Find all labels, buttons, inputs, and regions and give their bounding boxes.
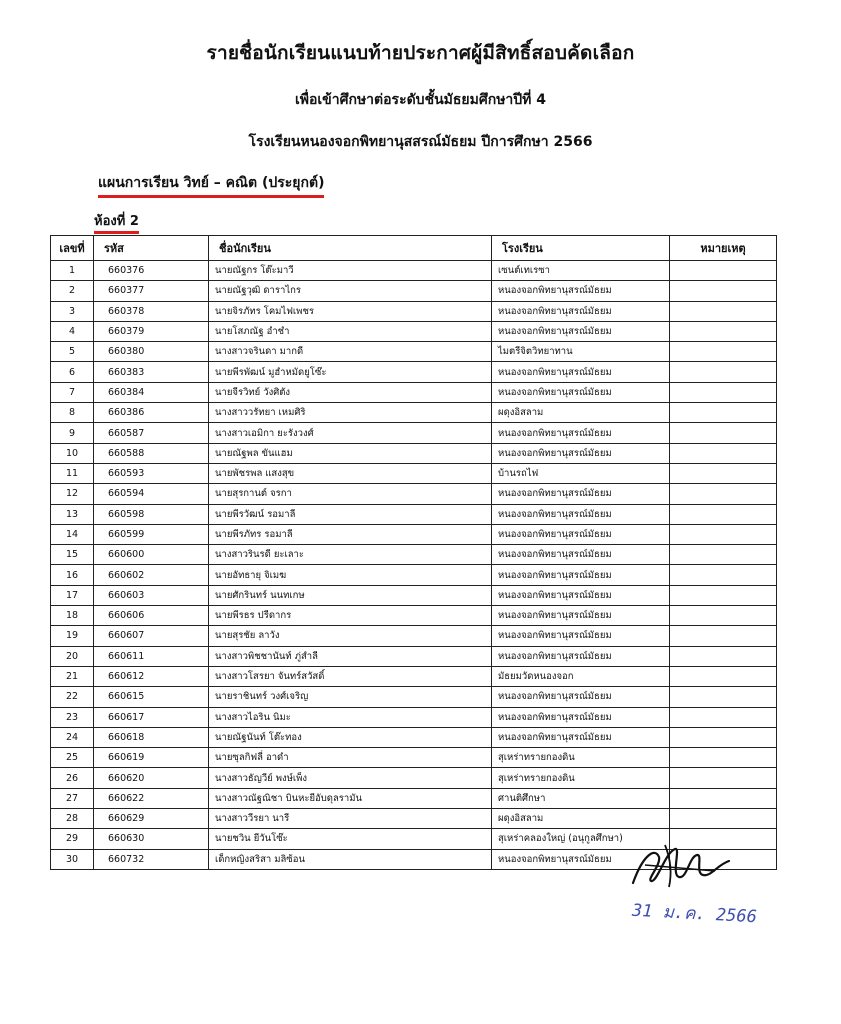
cell-student-id: 660378 [94, 301, 209, 321]
cell-school: บ้านรถไฟ [492, 463, 670, 483]
table-row [51, 524, 777, 544]
cell-student-name: นางสาวไอริน นิมะ [209, 707, 492, 727]
cell-student-name: นางสาวธัญวีย์ พงษ์เพ็ง [209, 768, 492, 788]
cell-student-name: นายพัชรพล แสงสุข [209, 463, 492, 483]
cell-remark [670, 768, 777, 788]
cell-remark [670, 687, 777, 707]
table-row [51, 342, 777, 362]
col-header-remark: หมายเหตุ [670, 236, 777, 261]
cell-number: 20 [51, 646, 94, 666]
cell-number: 14 [51, 524, 94, 544]
table-row [51, 809, 777, 829]
cell-student-id: 660607 [94, 626, 209, 646]
cell-school: หนองจอกพิทยานุสรณ์มัธยม [492, 504, 670, 524]
cell-school: หนองจอกพิทยานุสรณ์มัธยม [492, 707, 670, 727]
cell-school: หนองจอกพิทยานุสรณ์มัธยม [492, 362, 670, 382]
cell-remark [670, 809, 777, 829]
cell-student-id: 660599 [94, 524, 209, 544]
signature-mark [625, 835, 735, 895]
cell-student-id: 660615 [94, 687, 209, 707]
cell-remark [670, 484, 777, 504]
room-heading: ห้องที่ 2 [94, 210, 139, 234]
cell-number: 27 [51, 788, 94, 808]
cell-remark [670, 423, 777, 443]
table-row [51, 788, 777, 808]
cell-student-name: นายณัฐวุฒิ ดาราไกร [209, 281, 492, 301]
cell-student-name: นายชวิน ยีวันโซ๊ะ [209, 829, 492, 849]
cell-student-name: นายพีรธร ปรีดากร [209, 606, 492, 626]
cell-school: หนองจอกพิทยานุสรณ์มัธยม [492, 565, 670, 585]
cell-student-id: 660617 [94, 707, 209, 727]
study-plan-heading: แผนการเรียน วิทย์ – คณิต (ประยุกต์) [98, 172, 324, 198]
cell-student-id: 660587 [94, 423, 209, 443]
cell-student-id: 660619 [94, 748, 209, 768]
cell-student-name: นางสาวโสรยา จันทร์สวัสดิ์ [209, 666, 492, 686]
table-row [51, 484, 777, 504]
col-header-name: ชื่อนักเรียน [209, 236, 492, 261]
table-row [51, 362, 777, 382]
table-row [51, 565, 777, 585]
cell-student-id: 660379 [94, 321, 209, 341]
cell-number: 13 [51, 504, 94, 524]
cell-school: ศานติศึกษา [492, 788, 670, 808]
cell-student-name: นายสุรชัย ลาวัง [209, 626, 492, 646]
cell-student-id: 660629 [94, 809, 209, 829]
cell-student-name: นายณัฐนันท์ โต๊ะทอง [209, 727, 492, 747]
cell-student-name: เด็กหญิงสริสา มลิซ้อน [209, 849, 492, 869]
cell-remark [670, 321, 777, 341]
cell-number: 17 [51, 585, 94, 605]
cell-number: 26 [51, 768, 94, 788]
cell-remark [670, 382, 777, 402]
cell-number: 2 [51, 281, 94, 301]
cell-number: 7 [51, 382, 94, 402]
cell-remark [670, 748, 777, 768]
cell-school: มัธยมวัดหนองจอก [492, 666, 670, 686]
cell-number: 8 [51, 403, 94, 423]
cell-student-id: 660377 [94, 281, 209, 301]
cell-student-name: นายณัฐพล ขันแฮม [209, 443, 492, 463]
cell-remark [670, 585, 777, 605]
cell-student-id: 660598 [94, 504, 209, 524]
table-row [51, 261, 777, 281]
cell-number: 15 [51, 545, 94, 565]
table-row [51, 748, 777, 768]
cell-remark [670, 281, 777, 301]
cell-number: 18 [51, 606, 94, 626]
table-row [51, 687, 777, 707]
date-stamp: 31 ม.ค. 2566 [631, 900, 758, 928]
cell-remark [670, 707, 777, 727]
table-row [51, 606, 777, 626]
cell-student-name: นายพีรวัฒน์ รอมาลี [209, 504, 492, 524]
cell-number: 10 [51, 443, 94, 463]
cell-student-id: 660593 [94, 463, 209, 483]
table-header-row [51, 236, 777, 261]
table-row [51, 403, 777, 423]
student-table [50, 235, 777, 870]
cell-remark [670, 403, 777, 423]
table-row [51, 382, 777, 402]
cell-number: 4 [51, 321, 94, 341]
table-row [51, 646, 777, 666]
table-row [51, 301, 777, 321]
table-row [51, 585, 777, 605]
cell-student-id: 660622 [94, 788, 209, 808]
cell-remark [670, 727, 777, 747]
cell-number: 22 [51, 687, 94, 707]
cell-student-id: 660606 [94, 606, 209, 626]
document-subtitle: เพื่อเข้าศึกษาต่อระดับชั้นมัธยมศึกษาปีที่ 4 [294, 92, 547, 108]
cell-school: หนองจอกพิทยานุสรณ์มัธยม [492, 585, 670, 605]
cell-student-name: นายพีรพัฒน์ มูฮำหมัดยูโซ๊ะ [209, 362, 492, 382]
table-row [51, 768, 777, 788]
cell-remark [670, 301, 777, 321]
school-year-line: โรงเรียนหนองจอกพิทยานุสสรณ์มัธยม ปีการศึกษา 2566 [248, 134, 593, 150]
cell-remark [670, 626, 777, 646]
cell-student-id: 660600 [94, 545, 209, 565]
cell-remark [670, 666, 777, 686]
cell-student-name: นายราชินทร์ วงศ์เจริญ [209, 687, 492, 707]
cell-number: 25 [51, 748, 94, 768]
cell-student-id: 660611 [94, 646, 209, 666]
table-row [51, 727, 777, 747]
table-row [51, 707, 777, 727]
cell-student-id: 660380 [94, 342, 209, 362]
cell-remark [670, 463, 777, 483]
cell-student-name: นายซุลกิฟลี่ อาดำ [209, 748, 492, 768]
cell-number: 6 [51, 362, 94, 382]
cell-school: สุเหร่าทรายกองดิน [492, 768, 670, 788]
cell-student-name: นางสาวพิชชานันท์ ภู่สำลี [209, 646, 492, 666]
cell-school: หนองจอกพิทยานุสรณ์มัธยม [492, 301, 670, 321]
col-header-number: เลขที่ [51, 236, 94, 261]
cell-school: หนองจอกพิทยานุสรณ์มัธยม [492, 382, 670, 402]
cell-school: หนองจอกพิทยานุสรณ์มัธยม [492, 423, 670, 443]
table-row [51, 321, 777, 341]
cell-number: 11 [51, 463, 94, 483]
cell-student-id: 660732 [94, 849, 209, 869]
cell-school: หนองจอกพิทยานุสรณ์มัธยม [492, 626, 670, 646]
cell-school: หนองจอกพิทยานุสรณ์มัธยม [492, 727, 670, 747]
cell-number: 9 [51, 423, 94, 443]
cell-remark [670, 362, 777, 382]
table-row [51, 666, 777, 686]
cell-number: 5 [51, 342, 94, 362]
cell-remark [670, 646, 777, 666]
cell-school: หนองจอกพิทยานุสรณ์มัธยม [492, 545, 670, 565]
cell-student-name: นางสาวเอมิกา ยะรังวงศ์ [209, 423, 492, 443]
table-row [51, 504, 777, 524]
cell-student-id: 660612 [94, 666, 209, 686]
table-row [51, 545, 777, 565]
cell-number: 30 [51, 849, 94, 869]
cell-student-id: 660376 [94, 261, 209, 281]
cell-student-name: นายอัทธายุ จิเมฆ [209, 565, 492, 585]
cell-student-id: 660620 [94, 768, 209, 788]
cell-number: 23 [51, 707, 94, 727]
table-row [51, 423, 777, 443]
cell-remark [670, 443, 777, 463]
cell-number: 28 [51, 809, 94, 829]
cell-remark [670, 788, 777, 808]
cell-remark [670, 545, 777, 565]
cell-remark [670, 524, 777, 544]
cell-student-id: 660386 [94, 403, 209, 423]
cell-remark [670, 565, 777, 585]
cell-student-id: 660383 [94, 362, 209, 382]
cell-number: 3 [51, 301, 94, 321]
cell-student-id: 660630 [94, 829, 209, 849]
cell-student-id: 660618 [94, 727, 209, 747]
cell-remark [670, 504, 777, 524]
cell-number: 16 [51, 565, 94, 585]
cell-student-id: 660602 [94, 565, 209, 585]
cell-student-name: นางสาววีรยา นารี [209, 809, 492, 829]
cell-student-name: นายจิรภัทร โคมไฟเพชร [209, 301, 492, 321]
cell-school: หนองจอกพิทยานุสรณ์มัธยม [492, 524, 670, 544]
col-header-school: โรงเรียน [492, 236, 670, 261]
cell-student-name: นางสาวณัฐณิชา บินหะยีอับดุลรามัน [209, 788, 492, 808]
cell-student-name: นางสาวจรินดา มากดี [209, 342, 492, 362]
table-row [51, 281, 777, 301]
cell-number: 12 [51, 484, 94, 504]
cell-school: หนองจอกพิทยานุสรณ์มัธยม [492, 321, 670, 341]
cell-student-id: 660588 [94, 443, 209, 463]
cell-school: เซนต์เทเรซา [492, 261, 670, 281]
cell-student-id: 660384 [94, 382, 209, 402]
cell-school: หนองจอกพิทยานุสรณ์มัธยม [492, 849, 670, 869]
cell-school: หนองจอกพิทยานุสรณ์มัธยม [492, 484, 670, 504]
cell-student-name: นายสุรกานต์ จรกา [209, 484, 492, 504]
table-row [51, 463, 777, 483]
cell-school: หนองจอกพิทยานุสรณ์มัธยม [492, 281, 670, 301]
col-header-id: รหัส [94, 236, 209, 261]
cell-student-name: นายณัฐกร โต๊ะมาวี [209, 261, 492, 281]
cell-remark [670, 261, 777, 281]
cell-school: หนองจอกพิทยานุสรณ์มัธยม [492, 687, 670, 707]
cell-student-id: 660594 [94, 484, 209, 504]
cell-school: สุเหร่าทรายกองดิน [492, 748, 670, 768]
cell-student-id: 660603 [94, 585, 209, 605]
cell-student-name: นายศักรินทร์ นนทเกษ [209, 585, 492, 605]
cell-number: 1 [51, 261, 94, 281]
table-row [51, 443, 777, 463]
cell-school: ไมตรีจิตวิทยาทาน [492, 342, 670, 362]
cell-student-name: นายจีรวิทย์ วังศิตัง [209, 382, 492, 402]
cell-student-name: นางสาววรัทยา เหมศิริ [209, 403, 492, 423]
cell-school: หนองจอกพิทยานุสรณ์มัธยม [492, 606, 670, 626]
table-row [51, 626, 777, 646]
cell-remark [670, 606, 777, 626]
cell-number: 21 [51, 666, 94, 686]
cell-student-name: นายโสภณัฐ อำชำ [209, 321, 492, 341]
cell-student-name: นายพีรภัทร รอมาลี [209, 524, 492, 544]
table-body [51, 261, 777, 870]
document-title: รายชื่อนักเรียนแนบท้ายประกาศผู้มีสิทธิ์สอบคัดเลือก [206, 42, 635, 64]
cell-school: หนองจอกพิทยานุสรณ์มัธยม [492, 646, 670, 666]
cell-school: ผดุงอิสลาม [492, 809, 670, 829]
cell-number: 24 [51, 727, 94, 747]
cell-number: 19 [51, 626, 94, 646]
cell-remark [670, 342, 777, 362]
cell-school: หนองจอกพิทยานุสรณ์มัธยม [492, 443, 670, 463]
cell-school: สุเหร่าคลองใหญ่ (อนุกูลศึกษา) [492, 829, 670, 849]
cell-school: ผดุงอิสลาม [492, 403, 670, 423]
cell-student-name: นางสาวรินรดี ยะเลาะ [209, 545, 492, 565]
cell-number: 29 [51, 829, 94, 849]
